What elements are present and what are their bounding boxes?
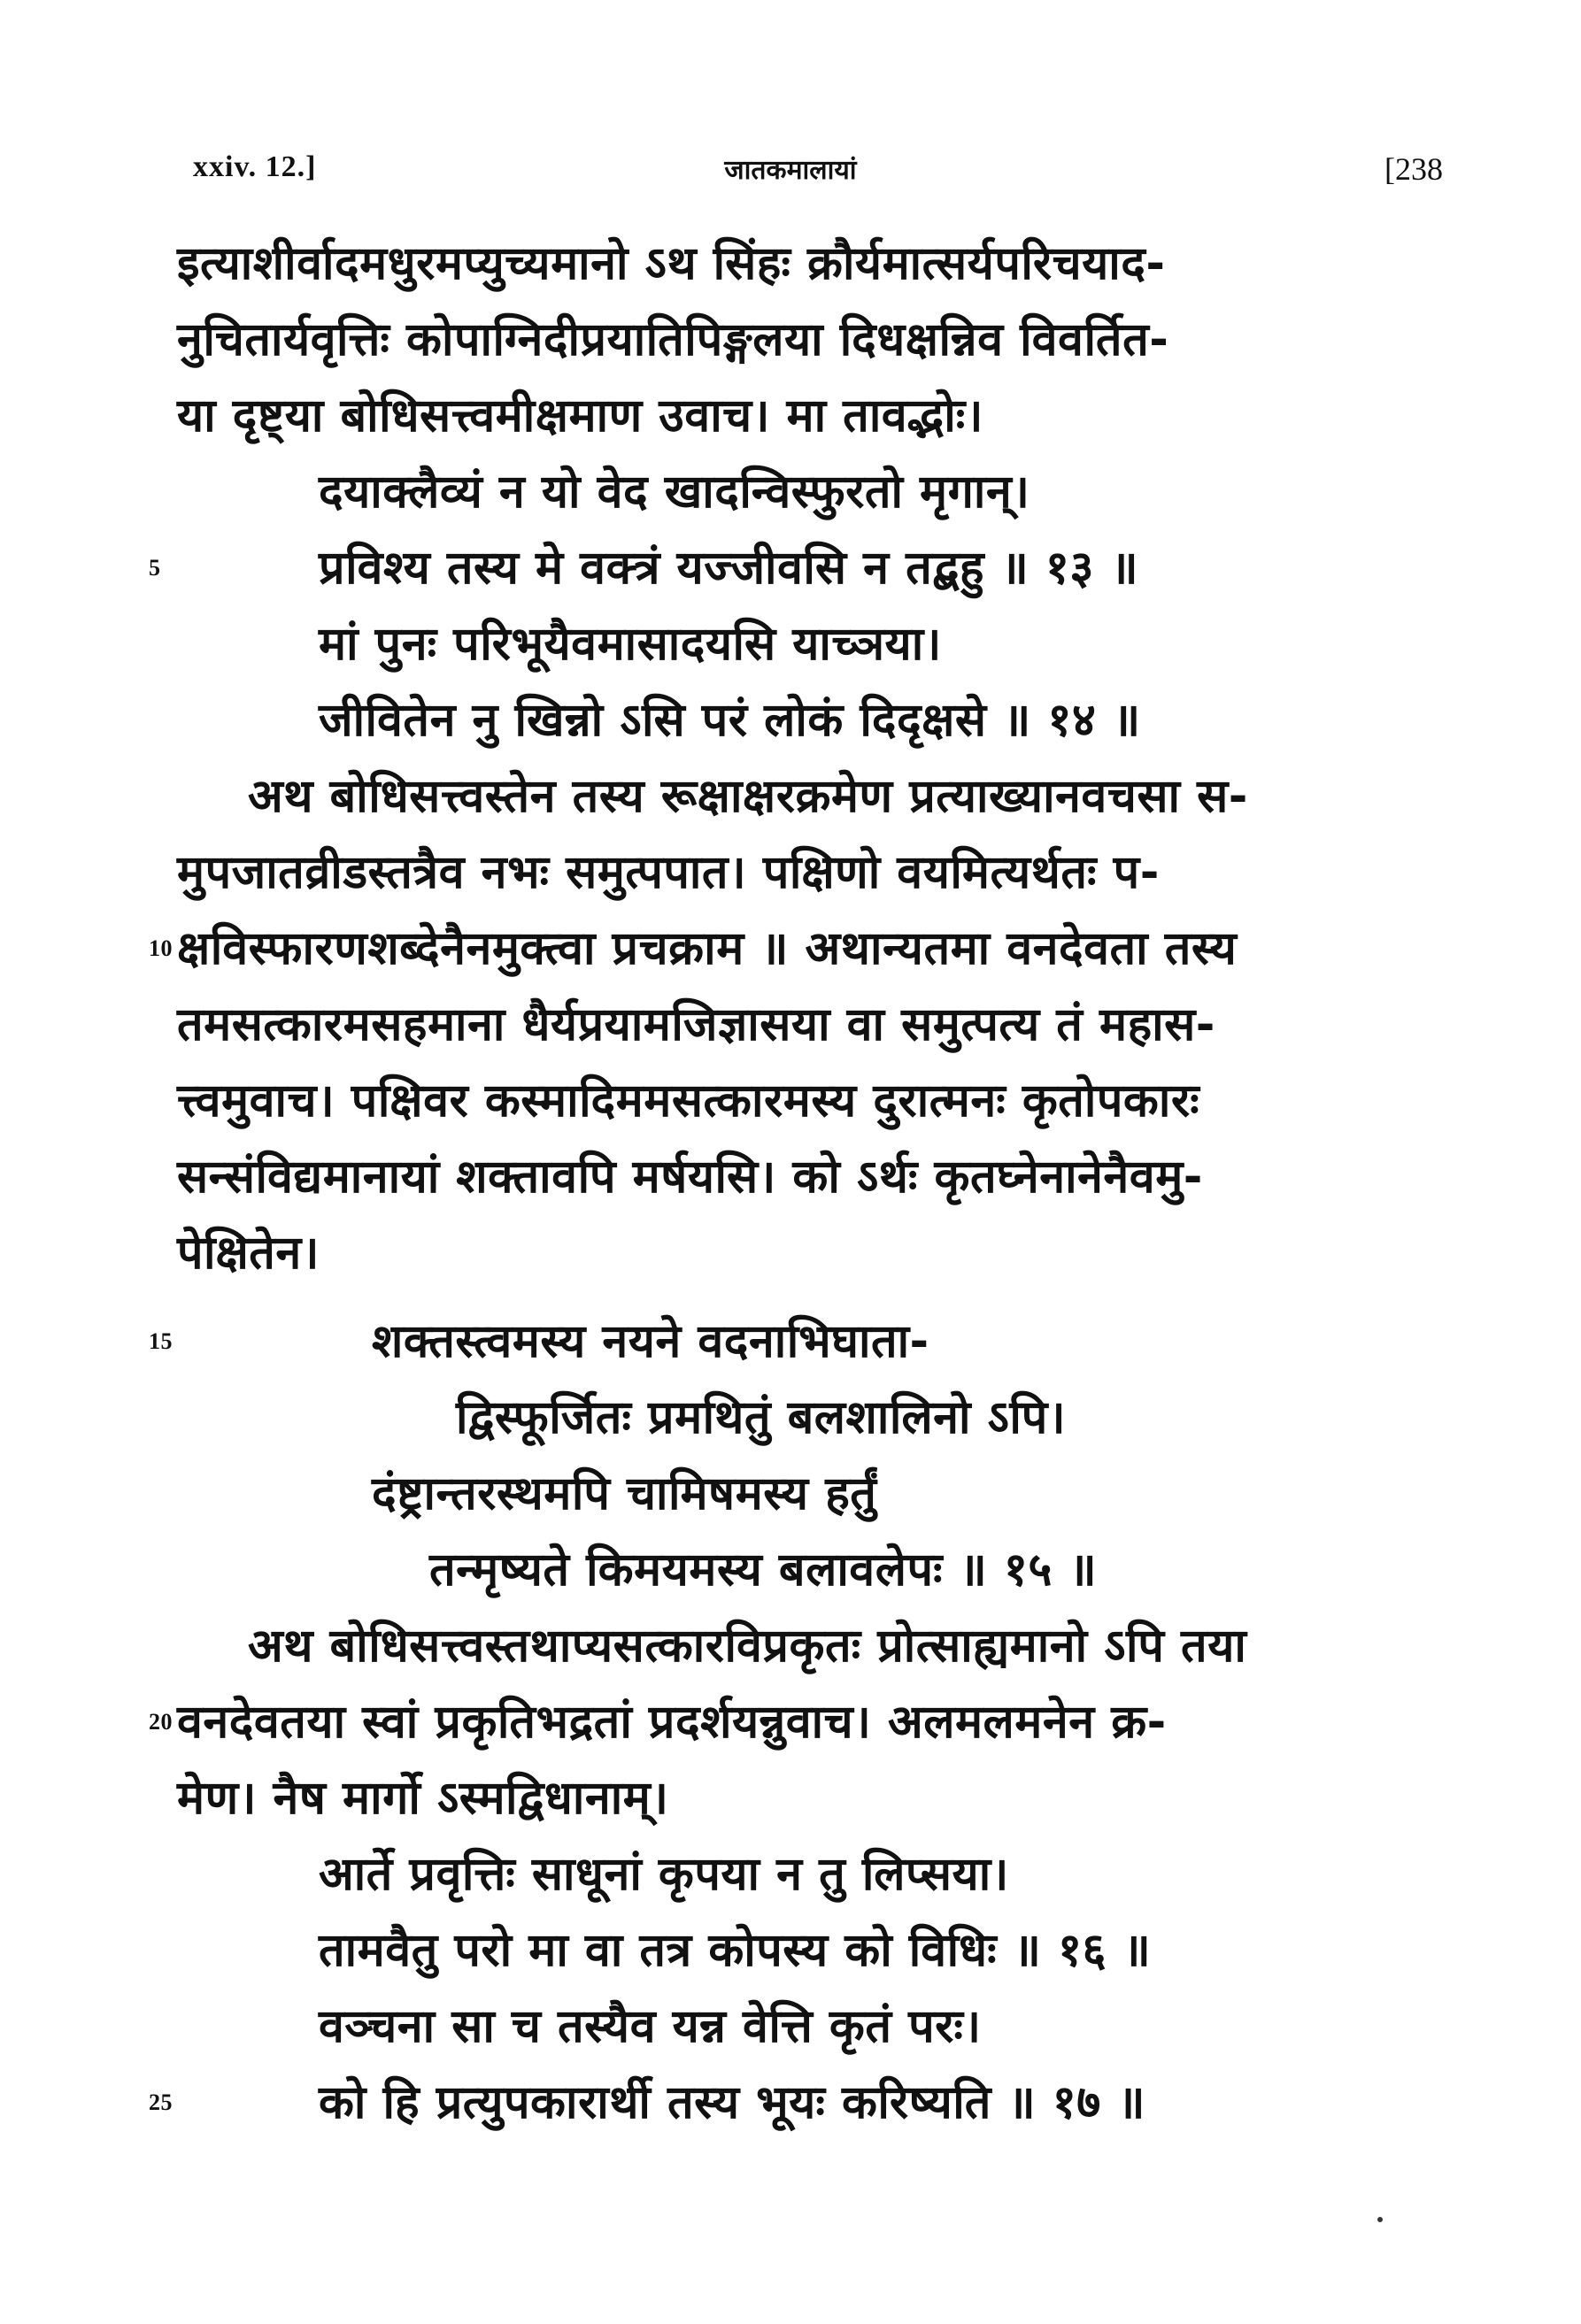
line-text: वनदेवतया स्वां प्रकृतिभद्रतां प्रदर्शयन्नुवाच। अलमलमनेन क्र- [177,1696,1167,1749]
verse-line [0,682,1581,758]
verse-line [0,1989,1581,2065]
line-text: अथ बोधिसत्त्वस्तेन तस्य रूक्षाक्षरक्रमेण प्रत्याख्यानवचसा स- [248,770,1248,823]
line-text: पेक्षितेन। [177,1227,320,1280]
line-text: तामवैतु परो मा वा तत्र कोपस्य को विधिः ॥ १६ ॥ [319,1924,1152,1977]
text-line [0,1063,1581,1139]
verse-line [0,606,1581,682]
line-number: 25 [149,2089,173,2115]
line-text: आर्ते प्रवृत्तिः साधूनां कृपया न तु लिप्सया। [319,1848,1009,1901]
text-line [0,1215,1581,1291]
text-line [0,302,1581,378]
line-number: 20 [149,1709,173,1735]
line-text: मुपजातव्रीडस्तत्रैव नभः समुत्पपात। पक्षिणो वयमित्यर्थतः प- [177,846,1160,899]
line-text: दंष्ट्रान्तरस्थमपि चामिषमस्य हर्तुं [372,1467,877,1520]
verse-line [0,1912,1581,1989]
verse-line [0,1456,1581,1532]
body-text [0,226,1581,2141]
line-text: तमसत्कारमसहमाना धैर्यप्रयामजिज्ञासया वा समुत्पत्य तं महास- [177,998,1215,1051]
text-line [0,1139,1581,1215]
line-text: इत्याशीर्वादमधुरमप्युच्यमानो ऽथ सिंहः क्रौर्यमात्सर्यपरिचयाद- [177,237,1166,290]
text-line [0,226,1581,302]
text-line [0,378,1581,454]
verse-line [0,1380,1581,1456]
text-line [0,911,1581,987]
line-text: नुचितार्यवृत्तिः कोपाग्निदीप्रयातिपिङ्गलया दिधक्षन्निव विवर्तित- [177,313,1169,366]
text-line [0,987,1581,1063]
verse-line [0,1304,1581,1380]
line-number: 15 [149,1328,173,1354]
line-text: दयाक्लैव्यं न यो वेद खादन्विस्फुरतो मृगान्। [319,466,1030,519]
text-line [0,1684,1581,1760]
text-line [0,1608,1581,1684]
line-text: या दृष्ट्या बोधिसत्त्वमीक्षमाण उवाच। मा तावद्भोः। [177,389,983,442]
verse-line [0,530,1581,606]
chapter-reference: xxiv. 12.] [193,150,317,183]
page-number: [238 [1384,151,1443,187]
line-text: त्त्वमुवाच। पक्षिवर कस्मादिममसत्कारमस्य दुरात्मनः कृतोपकारः [177,1074,1200,1127]
text-line [0,758,1581,835]
verse-line [0,454,1581,530]
ink-speck [1377,2217,1383,2222]
text-line [0,1760,1581,1836]
line-text: तन्मृष्यते किमयमस्य बलावलेपः ॥ १५ ॥ [429,1543,1098,1597]
verse-line [0,1836,1581,1912]
line-text: प्रविश्य तस्य मे वक्त्रं यज्जीवसि न तद्बहु ॥ १३ ॥ [319,542,1139,595]
line-text: अथ बोधिसत्त्वस्तथाप्यसत्कारविप्रकृतः प्रोत्साह्यमानो ऽपि तया [248,1620,1247,1673]
line-text: मेण। नैष मार्गो ऽस्मद्विधानाम्। [177,1772,669,1825]
verse-line [0,1532,1581,1608]
line-text: शक्तस्त्वमस्य नयने वदनाभिघाता- [372,1315,929,1368]
line-text: द्विस्फूर्जितः प्रमथितुं बलशालिनो ऽपि। [456,1391,1067,1444]
line-text: वञ्चना सा च तस्यैव यन्न वेत्ति कृतं परः। [319,2000,982,2053]
line-text: जीवितेन नु खिन्नो ऽसि परं लोकं दिदृक्षसे ॥ १४ ॥ [319,694,1141,747]
line-text: मां पुनः परिभूयैवमासादयसि याच्ञया। [319,618,942,671]
running-header [0,150,1581,204]
line-text: सन्संविद्यमानायां शक्तावपि मर्षयसि। को ऽर्थः कृतघ्नेनानेनैवमु- [177,1150,1203,1204]
line-text: क्षविस्फारणशब्देनैनमुक्त्वा प्रचक्राम ॥ अथान्यतमा वनदेवता तस्य [177,922,1238,975]
line-text: को हि प्रत्युपकारार्थी तस्य भूयः करिष्यति ॥ १७ ॥ [319,2076,1146,2129]
line-number: 5 [149,555,161,581]
text-line [0,835,1581,911]
line-number: 10 [149,935,173,961]
running-title: जातकमालायां [724,155,857,186]
verse-line [0,2065,1581,2141]
